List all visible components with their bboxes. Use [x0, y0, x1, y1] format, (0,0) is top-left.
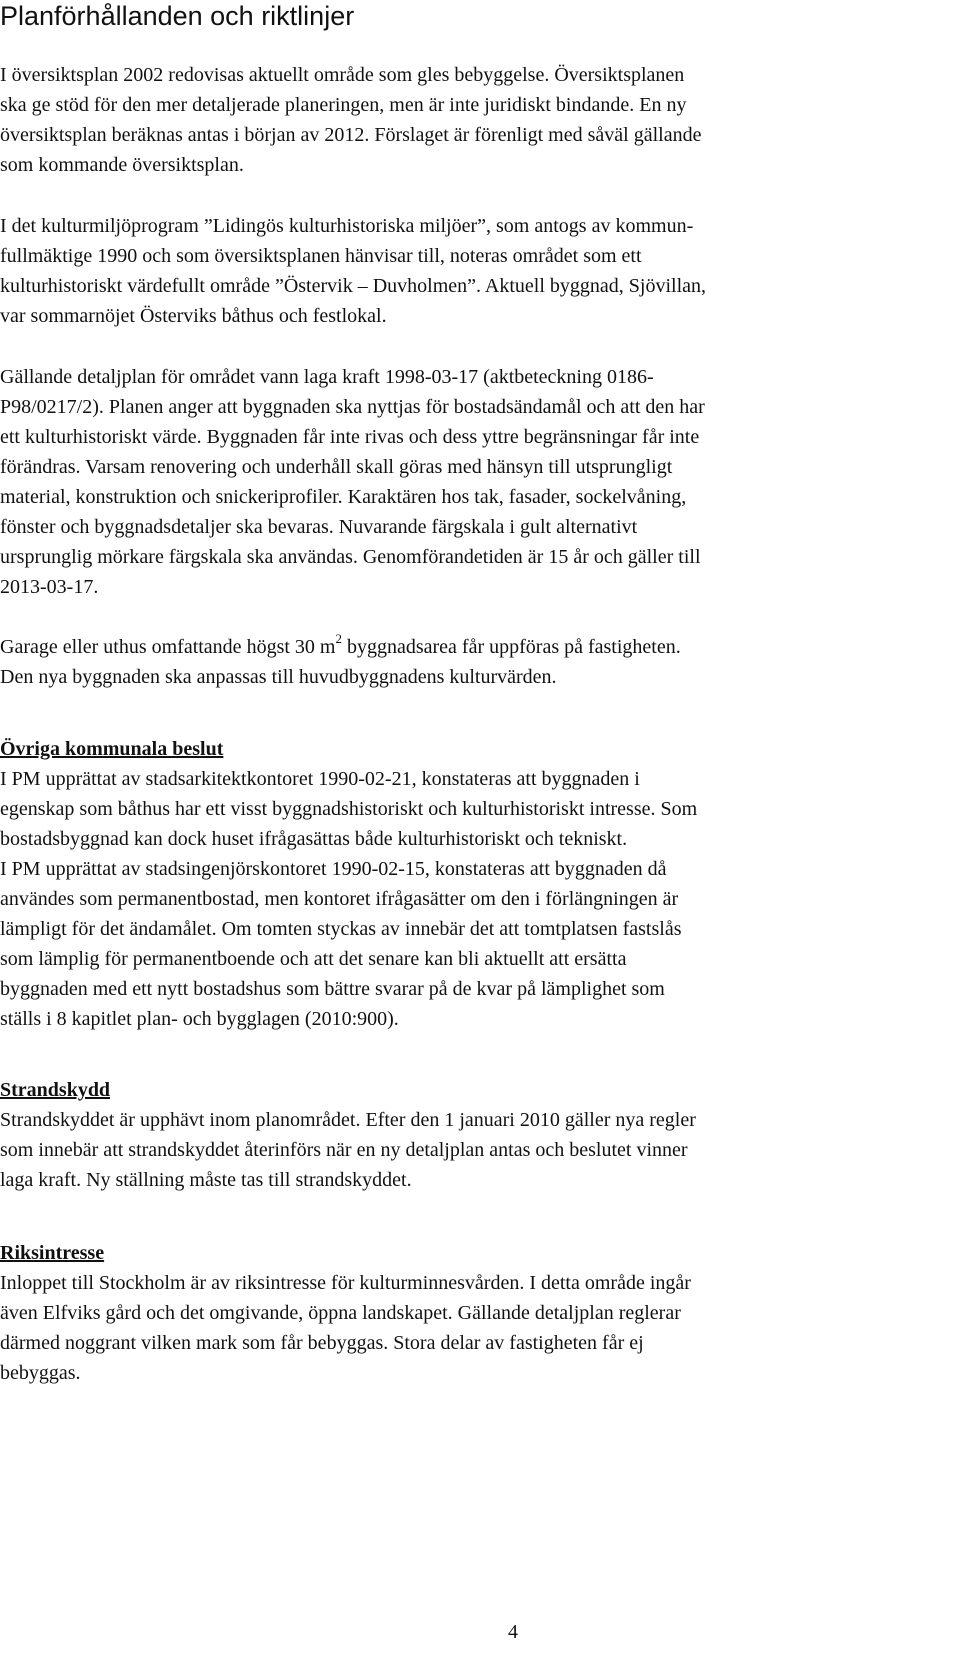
- text-line: Strandskyddet är upphävt inom planområdet. Efter den 1 januari 2010 gäller nya regler: [0, 1109, 696, 1131]
- text-line: lämpligt för det ändamålet. Om tomten styckas av innebär det att tomtplatsen fastslås: [0, 918, 682, 940]
- paragraph-detaljplan: [0, 362, 935, 602]
- text-line: användes som permanentbostad, men kontoret ifrågasätter om den i förlängningen är: [0, 888, 679, 910]
- text-line: egenskap som båthus har ett visst byggnadshistoriskt och kulturhistoriskt intresse. Som: [0, 798, 698, 820]
- text-line: I PM upprättat av stadsarkitektkontoret 1990-02-21, konstateras att byggnaden i: [0, 768, 640, 790]
- text-line: ska ge stöd för den mer detaljerade planeringen, men är inte juridiskt bindande. En ny: [0, 94, 687, 116]
- paragraph-strandskydd: [0, 1105, 935, 1195]
- text-line: även Elfviks gård och det omgivande, öppna landskapet. Gällande detaljplan reglerar: [0, 1302, 681, 1324]
- text-line: 2013-03-17.: [0, 576, 99, 598]
- text-line: som kommande översiktsplan.: [0, 154, 244, 176]
- text-line: Inloppet till Stockholm är av riksintresse för kulturminnesvården. I detta område ingår: [0, 1272, 691, 1294]
- text-line: därmed noggrant vilken mark som får bebyggas. Stora delar av fastigheten får ej: [0, 1332, 644, 1354]
- text-line: ställs i 8 kapitlet plan- och bygglagen (2010:900).: [0, 1008, 399, 1030]
- paragraph-ovriga-kommunala-beslut: [0, 764, 935, 1034]
- text-line: bostadsbyggnad kan dock huset ifrågasättas både kulturhistoriskt och tekniskt.: [0, 828, 628, 850]
- text-line: ursprunglig mörkare färgskala ska användas. Genomförandetiden är 15 år och gäller till: [0, 546, 701, 568]
- text-line: som lämplig för permanentboende och att det senare kan bli aktuellt att ersätta: [0, 948, 627, 970]
- paragraph-kulturmiljoprogram: [0, 211, 935, 331]
- superscript: 2: [335, 631, 342, 647]
- text-line: ett kulturhistoriskt värde. Byggnaden får inte rivas och dess yttre begränsningar får inte: [0, 426, 700, 448]
- text-line: I översiktsplan 2002 redovisas aktuellt område som gles bebyggelse. Översiktsplanen: [0, 64, 685, 86]
- paragraph-garage: [0, 632, 935, 692]
- text-line: I PM upprättat av stadsingenjörskontoret 1990-02-15, konstateras att byggnaden då: [0, 858, 667, 880]
- paragraph-oversiktsplan: [0, 60, 935, 180]
- text-line: fullmäktige 1990 och som översiktsplanen hänvisar till, noteras området som ett: [0, 245, 642, 267]
- text-line: bebyggas.: [0, 1362, 81, 1384]
- text-line: Gällande detaljplan för området vann laga kraft 1998-03-17 (aktbeteckning 0186-: [0, 366, 654, 388]
- text-line: Den nya byggnaden ska anpassas till huvudbyggnadens kulturvärden.: [0, 666, 557, 688]
- section-title-riksintresse: Riksintresse: [0, 1242, 105, 1264]
- text-line: material, konstruktion och snickeriprofiler. Karaktären hos tak, fasader, sockelvåning,: [0, 486, 687, 508]
- text-line: laga kraft. Ny ställning måste tas till strandskyddet.: [0, 1169, 412, 1191]
- text-segment: Garage eller uthus omfattande högst 30 m: [0, 636, 336, 658]
- paragraph-riksintresse: [0, 1268, 935, 1388]
- text-line: förändras. Varsam renovering och underhåll skall göras med hänsyn till utsprungligt: [0, 456, 673, 478]
- page-number: 4: [508, 1621, 518, 1643]
- text-line: [0, 632, 935, 662]
- text-line: byggnaden med ett nytt bostadshus som bättre svarar på de kvar på lämplighet som: [0, 978, 665, 1000]
- section-title-ovriga-kommunala-beslut: Övriga kommunala beslut: [0, 738, 224, 760]
- page-heading: Planförhållanden och riktlinjer: [0, 1, 355, 31]
- text-line: var sommarnöjet Österviks båthus och festlokal.: [0, 305, 387, 327]
- text-line: kulturhistoriskt värdefullt område ”Östervik – Duvholmen”. Aktuell byggnad, Sjövillan,: [0, 275, 706, 297]
- text-line: översiktsplan beräknas antas i början av 2012. Förslaget är förenligt med såväl gällande: [0, 124, 702, 146]
- text-line: som innebär att strandskyddet återinförs när en ny detaljplan antas och beslutet vinner: [0, 1139, 688, 1161]
- text-line: fönster och byggnadsdetaljer ska bevaras. Nuvarande färgskala i gult alternativt: [0, 516, 638, 538]
- text-line: P98/0217/2). Planen anger att byggnaden ska nyttjas för bostadsändamål och att den har: [0, 396, 705, 418]
- section-title-strandskydd: Strandskydd: [0, 1079, 111, 1101]
- text-segment: byggnadsarea får uppföras på fastigheten.: [341, 636, 681, 658]
- text-line: I det kulturmiljöprogram ”Lidingös kulturhistoriska miljöer”, som antogs av kommun-: [0, 215, 694, 237]
